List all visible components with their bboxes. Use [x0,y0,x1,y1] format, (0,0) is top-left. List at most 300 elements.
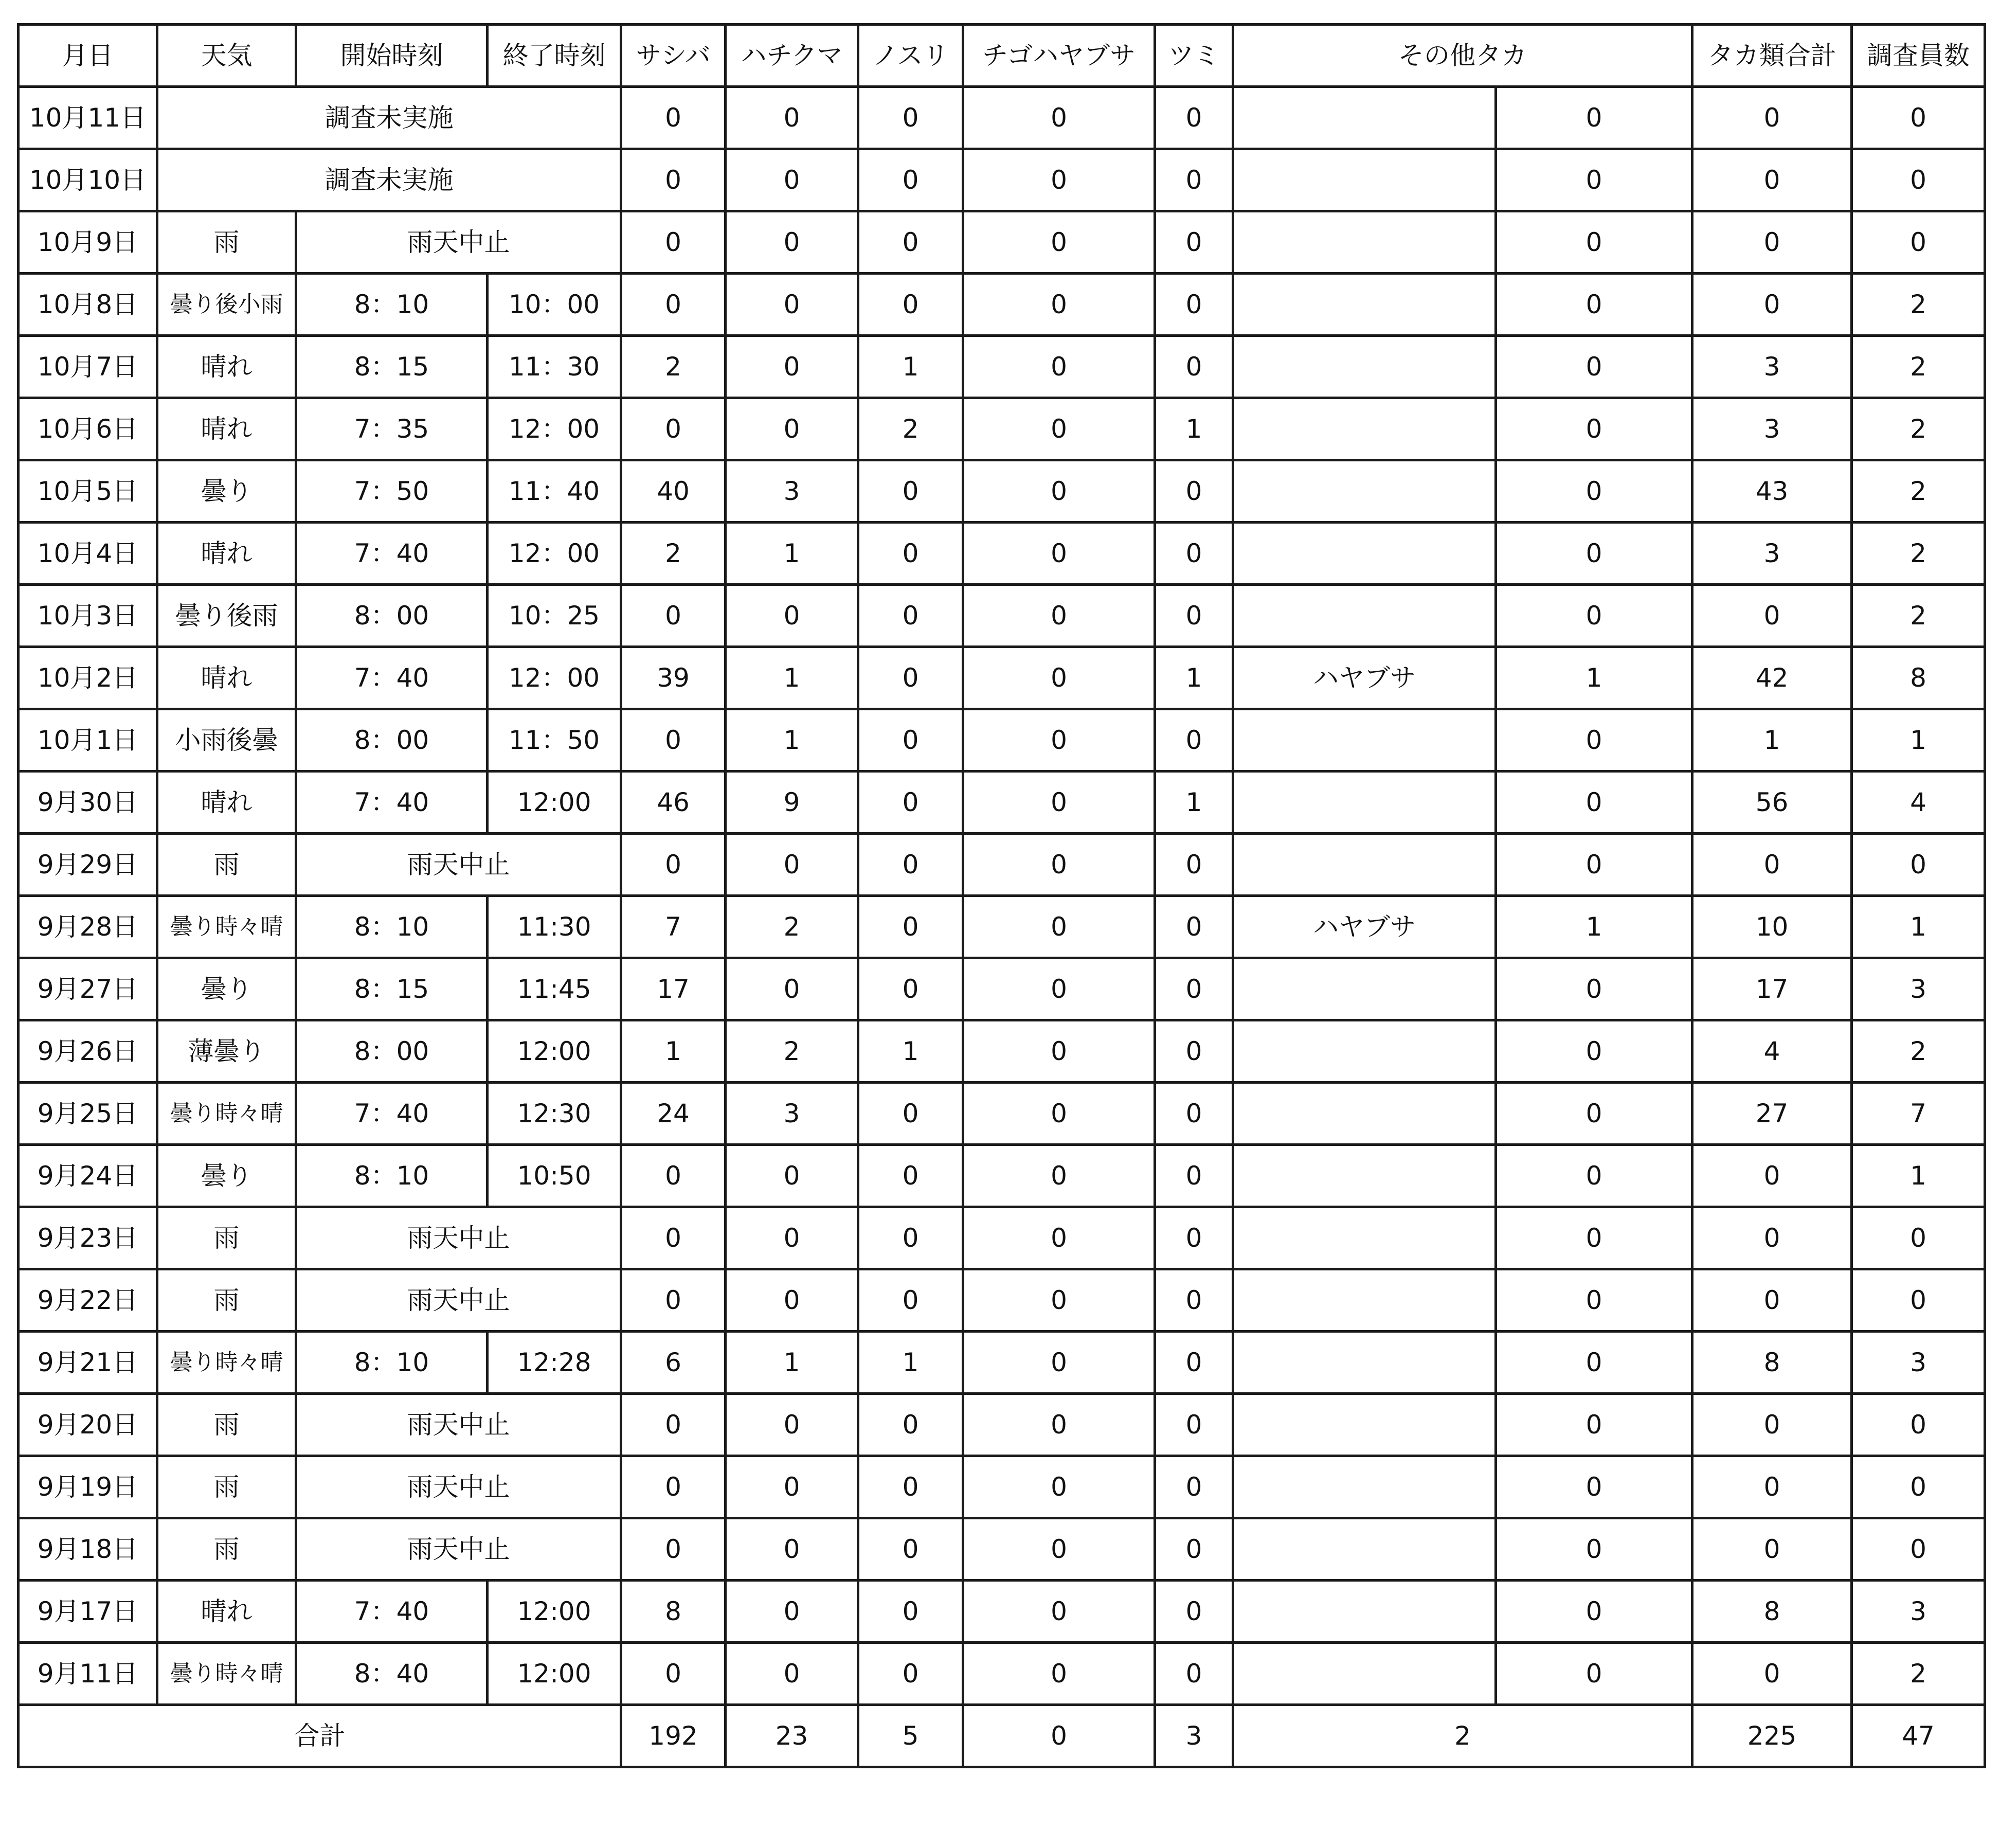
tsumi-count: 0 [1155,1332,1233,1394]
other-hawk-name [1233,585,1496,647]
nosuri-count: 0 [858,149,963,211]
staff-count: 7 [1852,1083,1985,1145]
table-row [19,896,1985,958]
sashiba-count: 7 [621,896,726,958]
end-time-cell: 12:30 [488,1083,621,1145]
date-cell: 9月28日 [19,896,157,958]
hawk-total-count: 43 [1692,460,1852,523]
table-row [19,585,1985,647]
sashiba-count: 1 [621,1020,726,1083]
table-row [19,1518,1985,1581]
hachikuma-count: 0 [726,1518,858,1581]
table-row [19,336,1985,398]
other-hawk-name [1233,1207,1496,1269]
tsumi-count: 0 [1155,460,1233,523]
end-time-cell: 12:00 [488,772,621,834]
chigohayabusa-count: 0 [963,709,1155,772]
hachikuma-count: 1 [726,709,858,772]
hawk-total-count: 8 [1692,1581,1852,1643]
start-time-cell: 8：10 [296,896,488,958]
staff-count: 1 [1852,896,1985,958]
hawk-total-count: 0 [1692,87,1852,149]
other-hawk-count: 0 [1496,149,1692,211]
tsumi-count: 0 [1155,1207,1233,1269]
sashiba-count: 46 [621,772,726,834]
date-cell: 9月26日 [19,1020,157,1083]
sashiba-count: 0 [621,1394,726,1456]
other-hawk-name [1233,1083,1496,1145]
other-hawk-count: 1 [1496,896,1692,958]
date-cell: 9月27日 [19,958,157,1020]
other-hawk-count: 0 [1496,709,1692,772]
start-time-cell: 8：10 [296,274,488,336]
staff-count: 2 [1852,1643,1985,1705]
chigohayabusa-count: 0 [963,1643,1155,1705]
table-row [19,1207,1985,1269]
date-cell: 10月7日 [19,336,157,398]
header-tsumi: ツミ [1155,25,1233,87]
sashiba-count: 2 [621,523,726,585]
weather-cell: 雨 [157,1269,296,1332]
date-cell: 9月20日 [19,1394,157,1456]
header-other-hawks: その他タカ [1233,25,1692,87]
sashiba-count: 39 [621,647,726,709]
table-row [19,834,1985,896]
nosuri-count: 0 [858,896,963,958]
weather-cell: 曇り時々晴 [157,1083,296,1145]
chigohayabusa-count: 0 [963,585,1155,647]
other-hawk-count: 0 [1496,274,1692,336]
other-hawk-name: ハヤブサ [1233,647,1496,709]
hawk-total-count: 3 [1692,398,1852,460]
staff-count: 2 [1852,523,1985,585]
end-time-cell: 11：40 [488,460,621,523]
weather-cell: 曇り [157,958,296,1020]
chigohayabusa-count: 0 [963,834,1155,896]
start-time-cell: 8：00 [296,585,488,647]
other-hawk-name [1233,772,1496,834]
table-row [19,647,1985,709]
other-hawk-name [1233,834,1496,896]
date-cell: 10月6日 [19,398,157,460]
other-hawk-count: 0 [1496,211,1692,274]
end-time-cell: 12：00 [488,523,621,585]
other-hawk-count: 0 [1496,1643,1692,1705]
weather-cell: 雨 [157,1394,296,1456]
hawk-total-count: 0 [1692,1207,1852,1269]
header-row [19,25,1985,87]
date-cell: 10月5日 [19,460,157,523]
hachikuma-count: 0 [726,398,858,460]
table-row [19,772,1985,834]
table-row [19,1269,1985,1332]
hachikuma-count: 1 [726,523,858,585]
hachikuma-count: 0 [726,1269,858,1332]
staff-count: 0 [1852,87,1985,149]
hawk-total-count: 8 [1692,1332,1852,1394]
sashiba-count: 6 [621,1332,726,1394]
end-time-cell: 10：00 [488,274,621,336]
staff-count: 1 [1852,1145,1985,1207]
hawk-total-count: 0 [1692,834,1852,896]
table-row [19,523,1985,585]
other-hawk-name [1233,398,1496,460]
tsumi-count: 0 [1155,896,1233,958]
other-hawk-count: 0 [1496,1518,1692,1581]
other-hawk-name [1233,1581,1496,1643]
staff-count: 0 [1852,834,1985,896]
hachikuma-count: 1 [726,1332,858,1394]
nosuri-count: 0 [858,1083,963,1145]
staff-count: 0 [1852,1207,1985,1269]
date-cell: 9月29日 [19,834,157,896]
tsumi-count: 0 [1155,211,1233,274]
weather-cell: 雨 [157,1518,296,1581]
date-cell: 9月24日 [19,1145,157,1207]
hachikuma-count: 0 [726,585,858,647]
other-hawk-count: 0 [1496,834,1692,896]
other-hawk-name [1233,336,1496,398]
nosuri-count: 0 [858,87,963,149]
staff-count: 2 [1852,460,1985,523]
staff-count: 0 [1852,149,1985,211]
chigohayabusa-count: 0 [963,523,1155,585]
rain-cancel-cell: 雨天中止 [296,1394,621,1456]
tsumi-count: 0 [1155,709,1233,772]
chigohayabusa-count: 0 [963,1145,1155,1207]
other-hawk-name [1233,1456,1496,1518]
staff-count: 0 [1852,1394,1985,1456]
totals-row [19,1705,1985,1767]
not-conducted-cell: 調査未実施 [157,149,621,211]
sashiba-count: 0 [621,1207,726,1269]
tsumi-count: 0 [1155,1083,1233,1145]
other-hawk-count: 0 [1496,1581,1692,1643]
hawk-total-count: 0 [1692,1145,1852,1207]
hachikuma-count: 0 [726,1394,858,1456]
staff-count: 0 [1852,211,1985,274]
end-time-cell: 10：25 [488,585,621,647]
weather-cell: 曇り [157,460,296,523]
other-hawk-count: 0 [1496,523,1692,585]
sashiba-count: 0 [621,149,726,211]
staff-count: 2 [1852,336,1985,398]
total-tsumi: 3 [1155,1705,1233,1767]
hawk-total-count: 0 [1692,211,1852,274]
other-hawk-count: 0 [1496,460,1692,523]
rain-cancel-cell: 雨天中止 [296,1269,621,1332]
end-time-cell: 12:28 [488,1332,621,1394]
nosuri-count: 1 [858,1332,963,1394]
weather-cell: 晴れ [157,398,296,460]
nosuri-count: 0 [858,211,963,274]
end-time-cell: 12：00 [488,398,621,460]
totals-label: 合計 [19,1705,621,1767]
other-hawk-name [1233,1394,1496,1456]
hawk-total-count: 56 [1692,772,1852,834]
tsumi-count: 0 [1155,1643,1233,1705]
staff-count: 0 [1852,1269,1985,1332]
table-row [19,274,1985,336]
chigohayabusa-count: 0 [963,1020,1155,1083]
table-row [19,958,1985,1020]
chigohayabusa-count: 0 [963,1581,1155,1643]
start-time-cell: 8：40 [296,1643,488,1705]
hachikuma-count: 0 [726,274,858,336]
hachikuma-count: 0 [726,1643,858,1705]
weather-cell: 晴れ [157,336,296,398]
weather-cell: 曇り後小雨 [157,274,296,336]
end-time-cell: 11：30 [488,336,621,398]
hawk-total-count: 3 [1692,523,1852,585]
header-end-time: 終了時刻 [488,25,621,87]
rain-cancel-cell: 雨天中止 [296,834,621,896]
staff-count: 2 [1852,1020,1985,1083]
weather-cell: 薄曇り [157,1020,296,1083]
sashiba-count: 40 [621,460,726,523]
weather-cell: 雨 [157,211,296,274]
hachikuma-count: 0 [726,1456,858,1518]
total-hachikuma: 23 [726,1705,858,1767]
rain-cancel-cell: 雨天中止 [296,211,621,274]
sashiba-count: 0 [621,87,726,149]
other-hawk-name [1233,1020,1496,1083]
table-row [19,1394,1985,1456]
sashiba-count: 0 [621,709,726,772]
sashiba-count: 0 [621,398,726,460]
chigohayabusa-count: 0 [963,149,1155,211]
other-hawk-count: 0 [1496,1332,1692,1394]
hawk-survey-table [17,23,1986,1768]
end-time-cell: 11:45 [488,958,621,1020]
end-time-cell: 12:00 [488,1643,621,1705]
table-row [19,1643,1985,1705]
weather-cell: 小雨後曇 [157,709,296,772]
nosuri-count: 0 [858,1145,963,1207]
chigohayabusa-count: 0 [963,274,1155,336]
chigohayabusa-count: 0 [963,1518,1155,1581]
date-cell: 10月3日 [19,585,157,647]
hachikuma-count: 0 [726,336,858,398]
other-hawk-count: 0 [1496,1456,1692,1518]
hawk-total-count: 3 [1692,336,1852,398]
date-cell: 9月30日 [19,772,157,834]
tsumi-count: 0 [1155,1581,1233,1643]
hawk-total-count: 10 [1692,896,1852,958]
chigohayabusa-count: 0 [963,1456,1155,1518]
header-chigohayabusa: チゴハヤブサ [963,25,1155,87]
other-hawk-count: 0 [1496,87,1692,149]
other-hawk-count: 1 [1496,647,1692,709]
tsumi-count: 0 [1155,1020,1233,1083]
nosuri-count: 0 [858,1518,963,1581]
end-time-cell: 12:00 [488,1581,621,1643]
total-sashiba: 192 [621,1705,726,1767]
chigohayabusa-count: 0 [963,336,1155,398]
nosuri-count: 1 [858,1020,963,1083]
nosuri-count: 0 [858,647,963,709]
end-time-cell: 12:00 [488,1020,621,1083]
sashiba-count: 0 [621,1518,726,1581]
staff-count: 2 [1852,585,1985,647]
weather-cell: 雨 [157,1207,296,1269]
other-hawk-name [1233,274,1496,336]
date-cell: 10月1日 [19,709,157,772]
table-row [19,1332,1985,1394]
sashiba-count: 0 [621,274,726,336]
tsumi-count: 1 [1155,772,1233,834]
table-row [19,211,1985,274]
weather-cell: 晴れ [157,772,296,834]
nosuri-count: 0 [858,585,963,647]
date-cell: 10月9日 [19,211,157,274]
date-cell: 9月23日 [19,1207,157,1269]
header-staff-count: 調査員数 [1852,25,1985,87]
date-cell: 10月10日 [19,149,157,211]
tsumi-count: 0 [1155,274,1233,336]
sashiba-count: 0 [621,1145,726,1207]
total-nosuri: 5 [858,1705,963,1767]
staff-count: 2 [1852,274,1985,336]
hawk-total-count: 27 [1692,1083,1852,1145]
sashiba-count: 0 [621,1456,726,1518]
start-time-cell: 7：40 [296,523,488,585]
other-hawk-name [1233,460,1496,523]
hachikuma-count: 0 [726,1207,858,1269]
date-cell: 9月11日 [19,1643,157,1705]
weather-cell: 曇り時々晴 [157,1332,296,1394]
other-hawk-count: 0 [1496,585,1692,647]
nosuri-count: 0 [858,274,963,336]
tsumi-count: 1 [1155,398,1233,460]
other-hawk-name [1233,1643,1496,1705]
date-cell: 10月11日 [19,87,157,149]
chigohayabusa-count: 0 [963,460,1155,523]
sashiba-count: 2 [621,336,726,398]
table-row [19,149,1985,211]
other-hawk-name [1233,523,1496,585]
table-row [19,709,1985,772]
table-row [19,1083,1985,1145]
chigohayabusa-count: 0 [963,772,1155,834]
chigohayabusa-count: 0 [963,1207,1155,1269]
chigohayabusa-count: 0 [963,896,1155,958]
nosuri-count: 0 [858,958,963,1020]
end-time-cell: 11:30 [488,896,621,958]
staff-count: 0 [1852,1456,1985,1518]
tsumi-count: 1 [1155,647,1233,709]
table-body [19,87,1985,1767]
sashiba-count: 0 [621,211,726,274]
other-hawk-count: 0 [1496,958,1692,1020]
table-row [19,460,1985,523]
start-time-cell: 7：40 [296,772,488,834]
other-hawk-count: 0 [1496,1394,1692,1456]
weather-cell: 曇り時々晴 [157,1643,296,1705]
hachikuma-count: 9 [726,772,858,834]
other-hawk-count: 0 [1496,772,1692,834]
sashiba-count: 0 [621,585,726,647]
other-hawk-name [1233,149,1496,211]
hawk-total-count: 0 [1692,585,1852,647]
rain-cancel-cell: 雨天中止 [296,1518,621,1581]
sashiba-count: 17 [621,958,726,1020]
tsumi-count: 0 [1155,1145,1233,1207]
date-cell: 10月4日 [19,523,157,585]
not-conducted-cell: 調査未実施 [157,87,621,149]
hachikuma-count: 0 [726,834,858,896]
table-row [19,1020,1985,1083]
tsumi-count: 0 [1155,1269,1233,1332]
start-time-cell: 8：15 [296,958,488,1020]
header-start-time: 開始時刻 [296,25,488,87]
total-staff: 47 [1852,1705,1985,1767]
weather-cell: 曇り後雨 [157,585,296,647]
hawk-total-count: 0 [1692,1394,1852,1456]
hachikuma-count: 0 [726,149,858,211]
hachikuma-count: 0 [726,1581,858,1643]
other-hawk-name [1233,211,1496,274]
nosuri-count: 2 [858,398,963,460]
nosuri-count: 0 [858,709,963,772]
start-time-cell: 7：40 [296,647,488,709]
header-hawk-total: タカ類合計 [1692,25,1852,87]
table-row [19,1145,1985,1207]
hachikuma-count: 3 [726,460,858,523]
chigohayabusa-count: 0 [963,958,1155,1020]
date-cell: 10月2日 [19,647,157,709]
start-time-cell: 8：10 [296,1145,488,1207]
staff-count: 0 [1852,1518,1985,1581]
end-time-cell: 10:50 [488,1145,621,1207]
chigohayabusa-count: 0 [963,1269,1155,1332]
chigohayabusa-count: 0 [963,1394,1155,1456]
hachikuma-count: 1 [726,647,858,709]
weather-cell: 晴れ [157,647,296,709]
nosuri-count: 0 [858,834,963,896]
hachikuma-count: 0 [726,87,858,149]
nosuri-count: 0 [858,1456,963,1518]
total-other-hawks: 2 [1233,1705,1692,1767]
weather-cell: 雨 [157,1456,296,1518]
nosuri-count: 0 [858,1581,963,1643]
hachikuma-count: 0 [726,211,858,274]
date-cell: 9月22日 [19,1269,157,1332]
start-time-cell: 7：40 [296,1581,488,1643]
chigohayabusa-count: 0 [963,398,1155,460]
weather-cell: 晴れ [157,1581,296,1643]
other-hawk-count: 0 [1496,1269,1692,1332]
date-cell: 9月17日 [19,1581,157,1643]
table-row [19,87,1985,149]
nosuri-count: 0 [858,772,963,834]
nosuri-count: 0 [858,1394,963,1456]
hachikuma-count: 0 [726,958,858,1020]
tsumi-count: 0 [1155,149,1233,211]
chigohayabusa-count: 0 [963,211,1155,274]
tsumi-count: 0 [1155,585,1233,647]
nosuri-count: 0 [858,523,963,585]
start-time-cell: 7：40 [296,1083,488,1145]
rain-cancel-cell: 雨天中止 [296,1456,621,1518]
hawk-total-count: 0 [1692,1456,1852,1518]
weather-cell: 晴れ [157,523,296,585]
chigohayabusa-count: 0 [963,1332,1155,1394]
sashiba-count: 24 [621,1083,726,1145]
header-hachikuma: ハチクマ [726,25,858,87]
tsumi-count: 0 [1155,1394,1233,1456]
tsumi-count: 0 [1155,1518,1233,1581]
